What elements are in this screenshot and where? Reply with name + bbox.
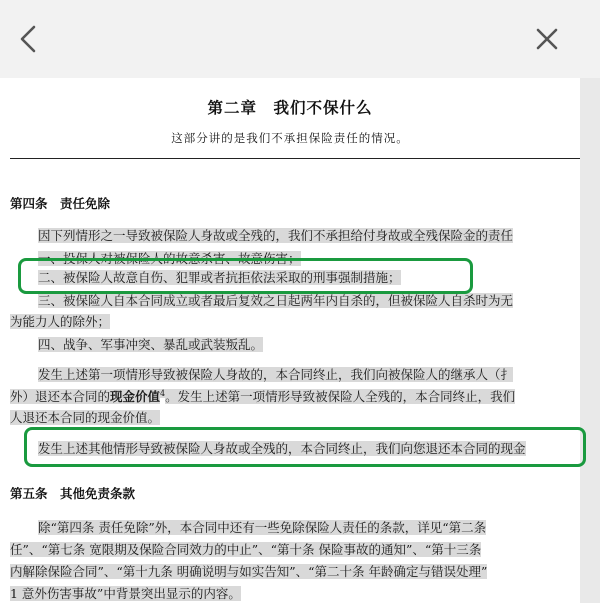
chevron-left-icon (12, 22, 46, 56)
chapter-subtitle: 这部分讲的是我们不承担保险责任的情况。 (171, 131, 409, 145)
back-button[interactable] (12, 22, 46, 56)
para1-line2-b: 。发生上述第一项情形导致被保险人全残的，本合同终止，我们 (165, 389, 516, 404)
document-page[interactable] (0, 78, 580, 603)
top-bar (0, 0, 600, 78)
close-icon (530, 22, 564, 56)
cash-value-term: 现金价值 (110, 389, 161, 404)
article5-line1 (38, 518, 486, 536)
article5-heading: 第五条 其他免责条款 (10, 486, 136, 501)
article4-para1-line2 (10, 387, 515, 405)
article5-line2 (10, 540, 481, 558)
footnote-marker: 4 (160, 388, 166, 398)
close-button[interactable] (530, 22, 564, 56)
divider (10, 158, 580, 159)
article5-line4-text: 1 意外伤害事故”中背景突出显示的内容。 (10, 586, 241, 601)
article4-item1-text: 一、投保人对被保险人的故意杀害、故意伤害； (38, 251, 301, 266)
article4-item2-text: 二、被保险人故意自伤、犯罪或者抗拒依法采取的刑事强制措施； (38, 270, 401, 285)
para1-line2-a: 外）退还本合同的 (10, 389, 111, 404)
para2-text: 发生上述其他情形导致被保险人身故或全残的，本合同终止，我们向您退还本合同的现金 (38, 441, 526, 456)
article4-intro (38, 226, 513, 244)
article5-line1-text: 除“第四条 责任免除”外，本合同中还有一些免除保险人责任的条款，详见“第二条 (38, 520, 487, 535)
article4-para1-line1 (38, 365, 513, 383)
highlight-box-para2 (24, 427, 586, 467)
article5-line2-text: 任”、“第七条 宽限期及保险合同效力的中止”、“第十条 保险事故的通知”、“第十三条 (10, 542, 482, 557)
article4-item3-cont (10, 312, 110, 330)
article4-item4 (38, 335, 263, 353)
article4-para1-line3 (10, 408, 160, 426)
para1-line1-text: 发生上述第一项情形导致被保险人身故的，本合同终止，我们向被保险人的继承人（扌 (38, 367, 514, 382)
article4-item3-cont-text: 为能力人的除外； (10, 314, 111, 329)
scrollbar-track[interactable] (580, 78, 600, 603)
article5-line4 (10, 584, 241, 602)
article4-intro-text: 因下列情形之一导致被保险人身故或全残的，我们不承担给付身故或全残保险金的责任 (38, 228, 514, 243)
article5-line3 (10, 562, 487, 580)
para1-line3-text: 人退还本合同的现金价值。 (10, 410, 161, 425)
article4-item1 (38, 249, 301, 266)
highlight-box-item2 (18, 258, 473, 294)
article4-item3-text: 三、被保险人自本合同成立或者最后复效之日起两年内自杀的，但被保险人自杀时为无 (38, 293, 514, 308)
article5-line3-text: 内解除保险合同”、“第十九条 明确说明与如实告知”、“第二十条 年龄确定与错误处理” (10, 564, 488, 579)
chapter-title: 第二章 我们不保什么 (207, 99, 373, 117)
article4-heading: 第四条 责任免除 (10, 196, 111, 211)
article4-item4-text: 四、战争、军事冲突、暴乱或武装叛乱。 (38, 337, 264, 352)
